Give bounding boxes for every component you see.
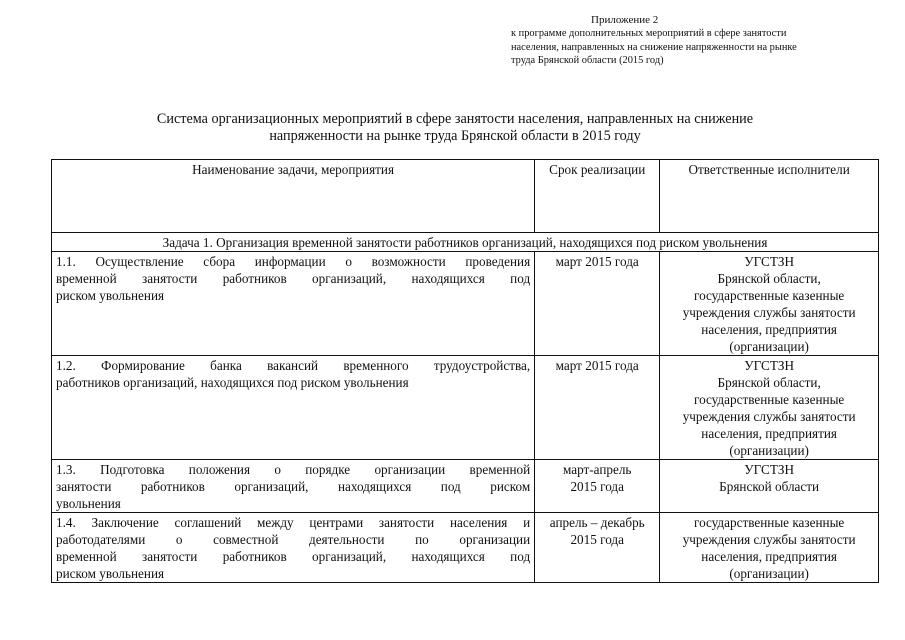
appendix-line: труда Брянской области (2015 год)	[511, 55, 664, 67]
cell-line: март 2015 года	[555, 254, 639, 269]
cell-line: учреждения службы занятости	[682, 532, 856, 547]
measure-executors	[660, 252, 879, 356]
cell-line: временной занятости работников организаций, находящихся под	[56, 271, 531, 286]
measure-name	[52, 356, 535, 460]
cell-line: временной занятости работников организаций, находящихся под	[56, 549, 531, 564]
header-executors: Ответственные исполнители	[660, 160, 879, 233]
cell-line: УГСТЗН	[744, 254, 795, 269]
cell-line: Брянской области,	[717, 375, 821, 390]
cell-line: УГСТЗН	[744, 358, 795, 373]
measure-term	[535, 252, 660, 356]
cell-line: 1.1. Осуществление сбора информации о возможности проведения	[56, 254, 531, 269]
appendix-line: к программе дополнительных мероприятий в сфере занятости	[511, 28, 787, 40]
cell-line: 2015 года	[570, 479, 624, 494]
task-row	[52, 233, 879, 252]
cell-line: 1.4. Заключение соглашений между центрами занятости населения и	[56, 515, 531, 530]
cell-line: работодателями о совместной деятельности по организации	[56, 532, 531, 547]
cell-line: (организации)	[729, 339, 809, 354]
cell-line: работников организаций, находящихся под риском увольнения	[56, 375, 409, 390]
title-line: напряженности на рынке труда Брянской области в 2015 году	[269, 128, 641, 144]
table-row	[52, 513, 879, 583]
cell-line: государственные казенные	[693, 288, 845, 303]
cell-line: 1.3. Подготовка положения о порядке организации временной	[56, 462, 531, 477]
measure-name	[52, 252, 535, 356]
cell-line: населения, предприятия	[701, 426, 837, 441]
cell-line: Брянской области,	[717, 271, 821, 286]
task-title: Задача 1. Организация временной занятости работников организаций, находящихся под риском увольнения	[52, 233, 879, 252]
cell-line: УГСТЗН	[744, 462, 795, 477]
header-name: Наименование задачи, мероприятия	[52, 160, 535, 233]
cell-line: апрель – декабрь	[549, 515, 645, 530]
measure-term	[535, 356, 660, 460]
cell-line: государственные казенные	[693, 392, 845, 407]
cell-line: март-апрель	[562, 462, 632, 477]
table-row	[52, 460, 879, 513]
appendix-line: населения, направленных на снижение напряженности на рынке	[511, 41, 797, 53]
table-header-row	[52, 160, 879, 233]
cell-line: государственные казенные	[693, 515, 845, 530]
measure-executors	[660, 356, 879, 460]
measure-executors	[660, 513, 879, 583]
table-row	[52, 252, 879, 356]
cell-line: (организации)	[729, 443, 809, 458]
cell-line: населения, предприятия	[701, 322, 837, 337]
cell-line: Брянской области	[719, 479, 820, 494]
measure-name	[52, 513, 535, 583]
title-line: Система организационных мероприятий в сфере занятости населения, направленных на снижение	[156, 111, 754, 127]
appendix-heading: Приложение 2	[591, 14, 659, 26]
cell-line: 1.2. Формирование банка вакансий временного трудоустройства,	[56, 358, 531, 373]
cell-line: учреждения службы занятости	[682, 305, 856, 320]
cell-line: март 2015 года	[555, 358, 639, 373]
cell-line: риском увольнения	[56, 566, 165, 581]
document-title	[60, 111, 850, 145]
cell-line: населения, предприятия	[701, 549, 837, 564]
measure-name	[52, 460, 535, 513]
cell-line: учреждения службы занятости	[682, 409, 856, 424]
appendix-note	[511, 14, 891, 68]
table-row	[52, 356, 879, 460]
cell-line: занятости работников организаций, находящихся под риском	[56, 479, 531, 494]
measure-term	[535, 460, 660, 513]
cell-line: 2015 года	[570, 532, 624, 547]
cell-line: увольнения	[56, 496, 121, 511]
measure-executors	[660, 460, 879, 513]
measures-table	[51, 159, 879, 583]
cell-line: риском увольнения	[56, 288, 165, 303]
header-term: Срок реализации	[535, 160, 660, 233]
cell-line: (организации)	[729, 566, 809, 581]
measure-term	[535, 513, 660, 583]
